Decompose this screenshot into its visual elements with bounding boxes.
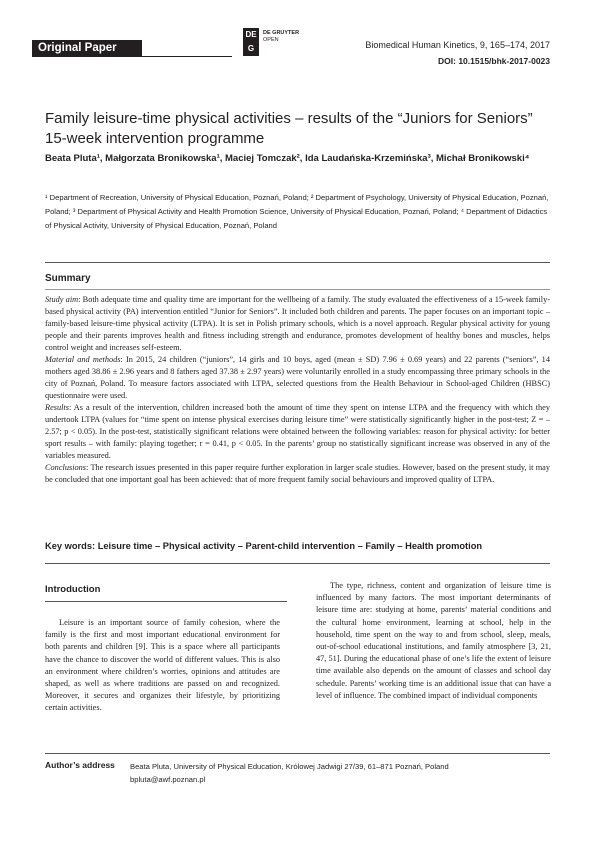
abstract-aim bbox=[45, 294, 550, 354]
methods-text: : In 2015, 24 children (“juniors”, 14 girls and 10 boys, aged (mean ± SD) 7.96 ± 0.69 years) and 22 parents (“seniors”, 14 mothers aged 38.86 ± 2.96 years and 8 fathers aged 37.38 ± 2.97 years) were voluntarily enrolled in a study encompassing three primary schools in the city of Poznań, Poland. To measure factors associated with LTPA, selected questions from the Health Behaviour in School-aged Children (HBSC) questionnaire were used. bbox=[45, 355, 550, 400]
author-list: Beata Pluta¹, Małgorzata Bronikowska¹, Maciej Tomczak², Ida Laudańska-Krzemińska³, Michał Bronikowski⁴ bbox=[45, 153, 530, 164]
publisher-logo bbox=[243, 28, 259, 56]
badge-rule bbox=[142, 56, 232, 57]
section-heading-introduction: Introduction bbox=[45, 584, 101, 595]
intro-paragraph-1: Leisure is an important source of family cohesion, where the family is the first and most important educational environment for both parents and children [9]. This is a space where all participants have the chance to discover the world of different values. This is also an environment where children’s worries, opinions and attitudes are shaped, as well as where traditions are passed on and recognized. Moreover, it secures and organizes their lifestyle, by prioritizing certain activities. bbox=[45, 618, 280, 713]
summary-heading-rule bbox=[45, 289, 550, 290]
journal-citation: Biomedical Human Kinetics, 9, 165–174, 2017 bbox=[365, 40, 550, 50]
address-line: Beata Pluta, University of Physical Education, Królowej Jadwigi 27/39, 61–871 Poznań, Poland bbox=[130, 762, 449, 771]
keywords-rule bbox=[45, 563, 550, 564]
publisher-sub: OPEN bbox=[263, 37, 279, 43]
publisher-name: DE GRUYTER bbox=[263, 30, 300, 36]
abstract-conclusions bbox=[45, 462, 550, 486]
results-text: : As a result of the intervention, children increased both the amount of time they spent on intense LTPA and the frequency with which they undertook LTPA (values for “time spent on intense physical exercises during leisure time” were statistically significantly higher in the post-test; Z = –2.57; p < 0.05). In the post-test, statistically significant relations were obtained between the following variables: reason for physical activity: for better sport results – with family: playing together; r = 0.41, p < 0.05. In the parents’ group no statistically significant increase was observed in any of the variables measured. bbox=[45, 403, 550, 460]
aim-text: : Both adequate time and quality time are important for the wellbeing of a family. The study evaluated the effectiveness of a 15-week family-based physical activity (PA) intervention entitled “Junior for Seniors”. It included both children and parents. The paper focuses on an important topic – family-based leisure-time physical activity (LTPA). It is set in Polish primary schools, which is a novel approach. Regular physical activity for young people and their parents improves health and fitness including strength and endurance, promotes development of healthy bones and muscles, helps control weight and increases self-esteem. bbox=[45, 295, 551, 352]
intro-heading-rule bbox=[45, 601, 287, 602]
keywords: Key words: Leisure time – Physical activity – Parent-child intervention – Family – Health promotion bbox=[45, 541, 483, 551]
correspondence-address bbox=[130, 760, 449, 786]
body-column-left bbox=[45, 617, 280, 715]
article-type-badge: Original Paper bbox=[32, 40, 142, 57]
footer-rule bbox=[45, 753, 550, 754]
results-label: Results bbox=[45, 403, 69, 412]
doi: DOI: 10.1515/bhk-2017-0023 bbox=[438, 56, 550, 66]
aim-label: Study aim bbox=[45, 295, 79, 304]
abstract bbox=[45, 294, 550, 486]
body-column-right bbox=[316, 580, 551, 702]
summary-heading: Summary bbox=[45, 273, 91, 284]
conclusions-label: Conclusions bbox=[45, 463, 87, 472]
publisher-wordmark bbox=[263, 30, 299, 44]
methods-label: Material and methods bbox=[45, 355, 121, 364]
summary-top-rule bbox=[45, 262, 550, 263]
email-link[interactable]: bpluta@awf.poznan.pl bbox=[130, 775, 206, 784]
conclusions-text: : The research issues presented in this paper require further exploration in larger scale studies. However, based on the present study, it may be concluded that one important goal has been achieved: that of more frequent family social behaviours and improved quality of LTPA. bbox=[45, 463, 550, 484]
address-label: Author’s address bbox=[45, 760, 115, 770]
affiliations: ¹ Department of Recreation, University of Physical Education, Poznań, Poland; ² Department of Psychology, University of Physical Education, Poznań, Poland; ³ Department of Physical Activity and Health Promotion Science, University of Physical Education, Poznań, Poland; ⁴ Department of Didactics of Physical Activity, University of Physical Education, Poznań, Poland bbox=[45, 193, 549, 230]
intro-paragraph-2: The type, richness, content and organization of leisure time is influenced by many factors. The most important determinants of leisure time are: studying at home, parents’ material conditions and the cultural home environment, learning at school, help in the household, time spent on the way to and from school, sleep, meals, out-of-school educational institutions, and family atmosphere [3, 21, 47, 51]. During the educational phase of one’s life the extent of leisure time available also depends on the amount of classes and school day schedule. Parents’ working time is an additional issue that can have a level of influence. The combined impact of individual components bbox=[316, 581, 551, 700]
publisher-logo-letters: DE G bbox=[245, 30, 257, 53]
abstract-results bbox=[45, 402, 550, 462]
abstract-methods bbox=[45, 354, 550, 402]
article-title: Family leisure-time physical activities – results of the “Juniors for Seniors” 15-week intervention programme bbox=[45, 110, 533, 147]
